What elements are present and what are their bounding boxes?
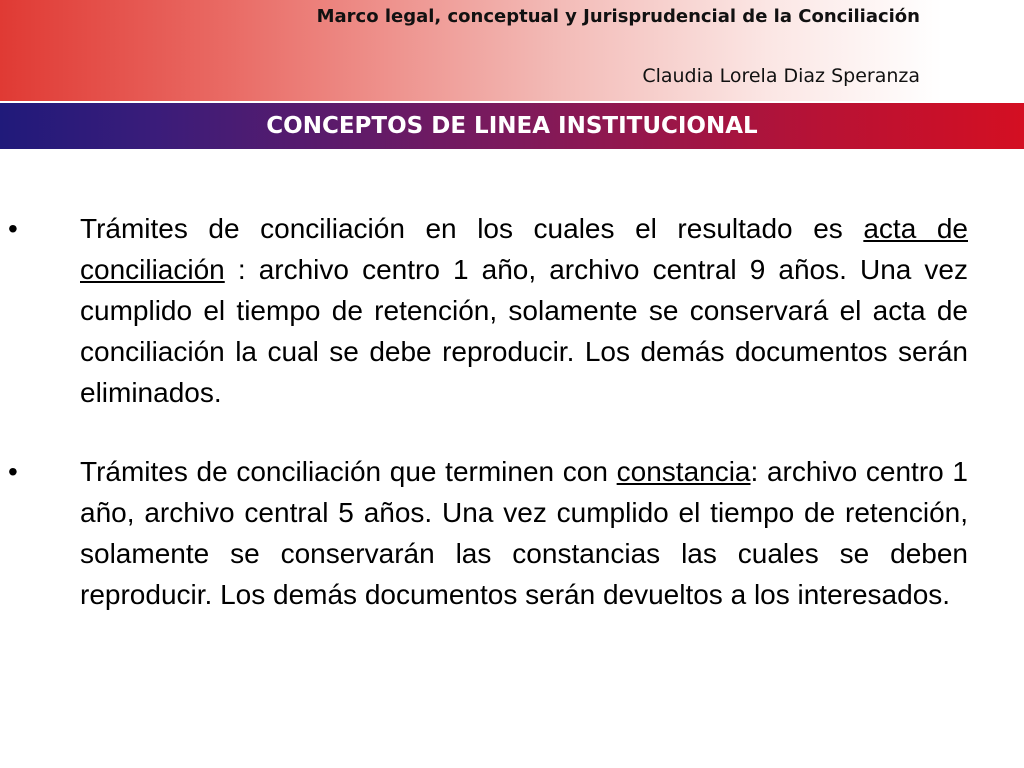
- bullet-icon: •: [8, 456, 18, 487]
- bullet-text-lead: Trámites de conciliación que terminen con: [80, 456, 617, 487]
- underlined-term: constancia: [616, 456, 751, 487]
- bullet-icon: •: [8, 213, 18, 244]
- author-name: Claudia Lorela Diaz Speranza: [642, 65, 920, 87]
- bullet-item: [0, 451, 1024, 615]
- bullet-text-rest: : archivo centro 1 año, archivo central 5 años. Una vez cumplido el tiempo de retención, solamente se conservarán las constancias las cuales se deben reproducir. Los demás documentos serán devueltos a los interesados.: [80, 456, 968, 610]
- underlined-term: acta de conciliación: [80, 213, 968, 285]
- presentation-title: Marco legal, conceptual y Jurisprudencial de la Conciliación: [316, 6, 920, 27]
- content-area: [0, 208, 1024, 653]
- bullet-text-rest: : archivo centro 1 año, archivo central 9 años. Una vez cumplido el tiempo de retención, solamente se conservará el acta de conciliación la cual se debe reproducir. Los demás documentos serán eliminados.: [80, 254, 968, 408]
- section-title: CONCEPTOS DE LINEA INSTITUCIONAL: [266, 113, 758, 139]
- bullet-text-lead: Trámites de conciliación en los cuales el resultado es: [80, 213, 864, 244]
- bullet-item: [0, 208, 1024, 413]
- bullet-text: [80, 208, 968, 413]
- bullet-text: [80, 451, 968, 615]
